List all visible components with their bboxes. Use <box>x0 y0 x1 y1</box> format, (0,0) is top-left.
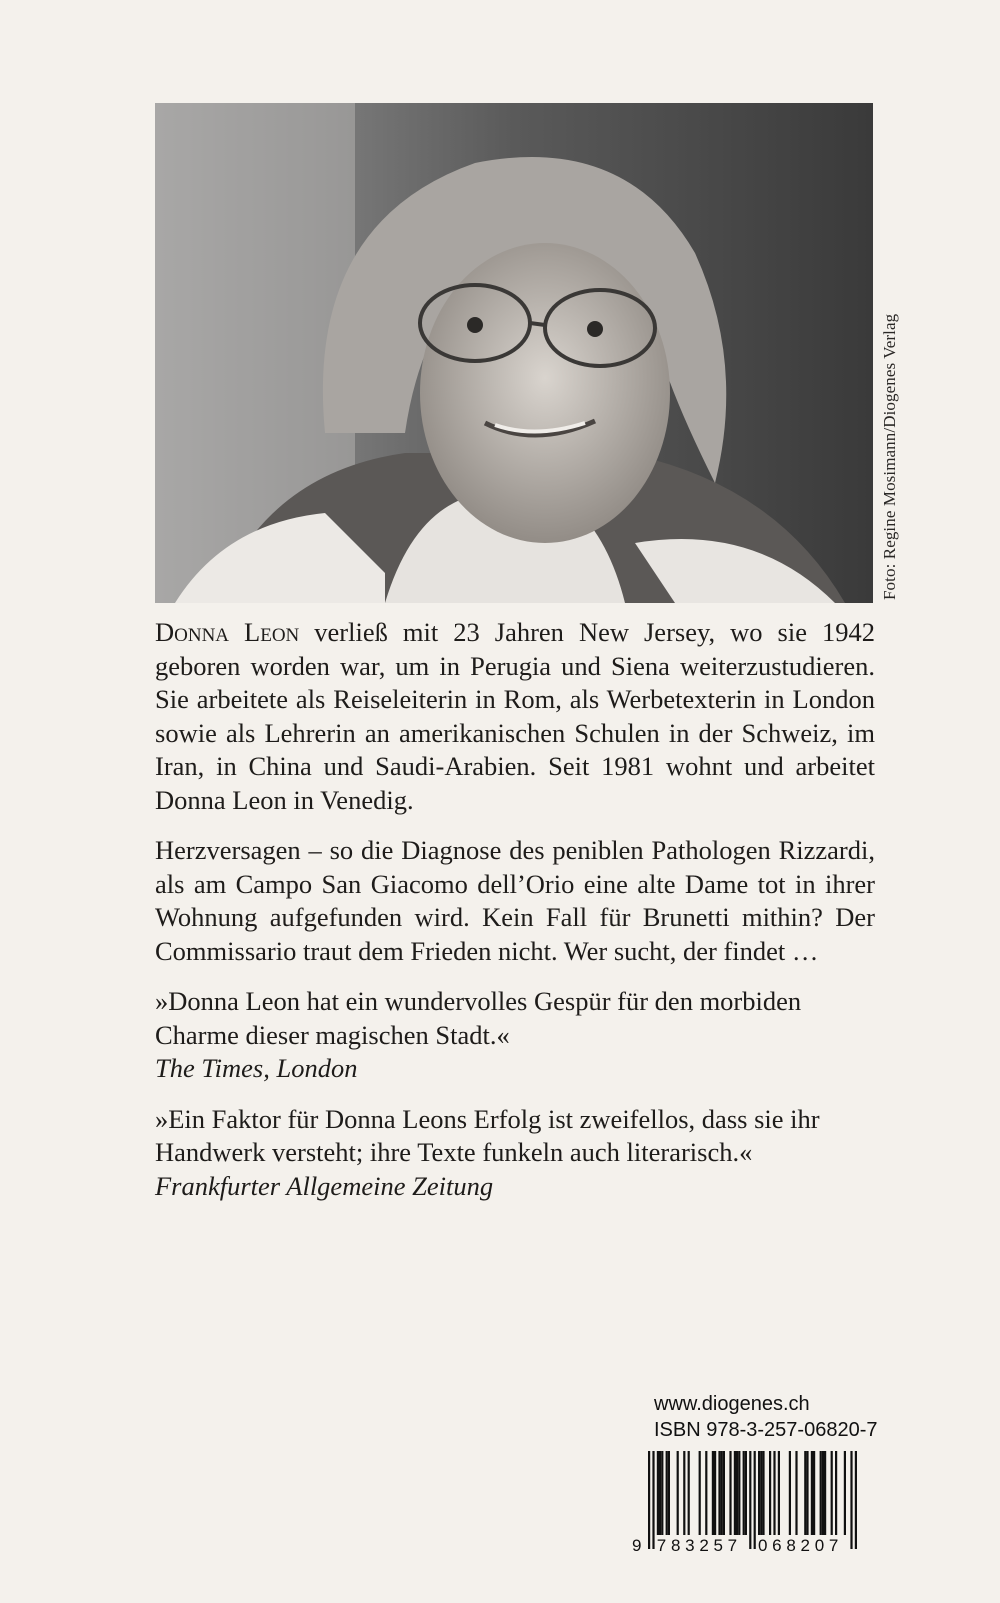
barcode-bar <box>661 1451 663 1535</box>
barcode-bar <box>795 1451 797 1535</box>
barcode-bar <box>677 1451 679 1535</box>
barcode-bar <box>804 1451 806 1535</box>
barcode-bar <box>835 1451 837 1535</box>
barcode-bar <box>734 1451 736 1535</box>
barcode-bar <box>743 1451 745 1535</box>
review-quote <box>155 985 875 1086</box>
barcode-digit-group: 0 6 8 2 0 7 <box>758 1536 839 1555</box>
barcode-bar <box>729 1451 731 1535</box>
photo-credit: Foto: Regine Mosimann/Diogenes Verlag <box>880 313 899 600</box>
isbn-barcode <box>630 1445 875 1555</box>
barcode-bar <box>758 1451 760 1535</box>
review-quote <box>155 1103 875 1204</box>
barcode-bar <box>699 1451 701 1535</box>
barcode-bar <box>666 1451 668 1535</box>
author-photo <box>155 103 873 603</box>
barcode-bar <box>760 1451 762 1535</box>
barcode-bar <box>824 1451 826 1535</box>
barcode-bar <box>705 1451 707 1535</box>
barcode-digit: 9 <box>632 1536 642 1555</box>
barcode-bar <box>723 1451 725 1535</box>
barcode-bar <box>811 1451 813 1535</box>
quote-text: »Donna Leon hat ein wundervolles Gespür für den morbiden Charme dieser magischen Stadt.« <box>155 986 802 1050</box>
barcode-bar <box>806 1451 808 1535</box>
barcode-bar <box>813 1451 815 1535</box>
barcode-bar <box>718 1451 720 1535</box>
barcode-bar <box>831 1451 833 1535</box>
barcode-bar <box>754 1451 756 1549</box>
barcode-bar <box>683 1451 685 1535</box>
barcode-bar <box>769 1451 771 1535</box>
barcode-bar <box>659 1451 661 1535</box>
author-bio-text: verließ mit 23 Jahren New Jersey, wo sie 1942 geboren worden war, um in Perugia und Siena weiterzustudieren. Sie arbeitete als Reiseleiterin in Rom, als Werbetexterin in London sowie als Lehrerin an amerikanischen Schulen in der Schweiz, im Iran, in China und Saudi-Arabien. Seit 1981 wohnt und arbeitet Donna Leon in Venedig. <box>155 617 875 815</box>
author-bio <box>155 616 875 817</box>
barcode-bar <box>789 1451 791 1535</box>
quote-source: Frankfurter Allgemeine Zeitung <box>155 1170 494 1201</box>
back-cover-text <box>155 616 875 1220</box>
author-name: Donna Leon <box>155 617 300 647</box>
barcode-bar <box>657 1451 659 1535</box>
barcode-bar <box>749 1451 751 1549</box>
barcode-bar <box>652 1451 654 1549</box>
barcode-bar <box>773 1451 775 1535</box>
isbn: ISBN 978-3-257-06820-7 <box>654 1419 878 1441</box>
quote-source: The Times, London <box>155 1053 358 1083</box>
barcode-bar <box>736 1451 738 1535</box>
publisher-info <box>654 1391 878 1443</box>
barcode-bar <box>850 1451 852 1549</box>
barcode-bar <box>745 1451 747 1535</box>
barcode-digit-group: 7 8 3 2 5 7 <box>656 1536 738 1555</box>
barcode-bar <box>844 1451 846 1535</box>
synopsis: Herzversagen – so die Diagnose des peniblen Pathologen Rizzardi, als am Campo San Giacomo dell’Orio eine alte Dame tot in ihrer Wohnung aufgefunden wird. Kein Fall für Brunetti mithin? Der Commissario traut dem Frieden nicht. Wer sucht, der findet … <box>155 835 875 966</box>
barcode-bar <box>822 1451 824 1535</box>
barcode-bar <box>778 1451 780 1535</box>
barcode-bar <box>688 1451 690 1535</box>
publisher-website: www.diogenes.ch <box>654 1393 810 1415</box>
quote-text: »Ein Faktor für Donna Leons Erfolg ist zweifellos, dass sie ihr Handwerk versteht; ihre Texte funkeln auch literarisch.« <box>155 1103 820 1167</box>
barcode-bar <box>762 1451 764 1535</box>
barcode-bar <box>820 1451 822 1535</box>
barcode-bar <box>738 1451 740 1535</box>
barcode-bar <box>648 1451 650 1549</box>
barcode-bar <box>721 1451 723 1535</box>
barcode-bar <box>668 1451 670 1535</box>
barcode-bar <box>714 1451 716 1535</box>
barcode-bar <box>855 1451 857 1549</box>
barcode-bar <box>712 1451 714 1535</box>
